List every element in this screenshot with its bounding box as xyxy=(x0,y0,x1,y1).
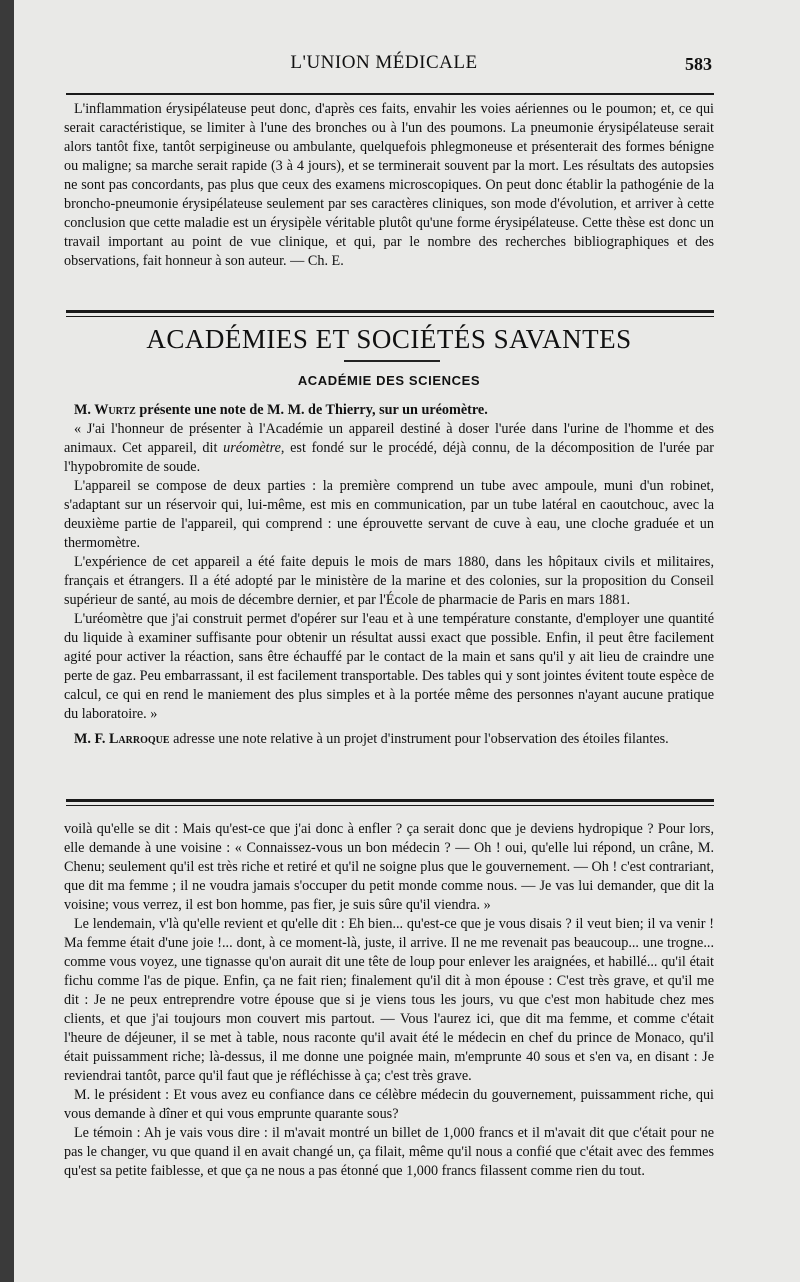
title-underline xyxy=(344,360,440,362)
academy-paragraph-2 xyxy=(64,420,714,477)
header-rule xyxy=(66,93,714,95)
academy-paragraph-6 xyxy=(64,730,714,749)
feuilleton-rule xyxy=(66,799,714,802)
speaker-name: M. Wurtz xyxy=(74,402,136,418)
section-rule-top-thin xyxy=(66,316,714,317)
feuilleton-paragraph-1: voilà qu'elle se dit : Mais qu'est-ce que j'ai donc à enfler ? ça serait donc que je deviens hydropique ? Pour lors, elle demande à une voisine : « Connaissez-vous un bon médecin ? — Oh ! oui, qu'elle lui répond, un crâne, M. Chenu; seulement qu'il est très riche et retiré et qu'il ne soigne plus que le gouvernement. — Oh ! c'est contrariant, que dit ma femme ; il ne voudra jamais s'occuper du petit monde comme nous. — Je vas lui demander, que dit la voisine; vous verrez, il est bon homme, pas fier, je suis sûre qu'il viendra. » xyxy=(64,821,714,913)
page-number: 583 xyxy=(685,54,712,74)
section-rule-top xyxy=(66,310,714,313)
feuilleton-paragraph-4: Le témoin : Ah je vais vous dire : il m'avait montré un billet de 1,000 francs et il m'avait dit que c'était pour ne pas le changer, vu que quand il en avait changé un, ça filait, même qu'il nous a confié que c'était avec des femmes qu'est sa petite faiblesse, et que ça ne nous a pas étonné que 1,000 francs filassent comme rien du tout. xyxy=(64,1125,714,1179)
academy-paragraph-4: L'expérience de cet appareil a été faite depuis le mois de mars 1880, dans les hôpitaux civils et militaires, français et étrangers. Il a été adopté par le ministère de la marine et des colonies, sur la proposition du Conseil supérieur de santé, au mois de décembre dernier, et par l'École de pharmacie de Paris en mars 1881. xyxy=(64,554,714,608)
feuilleton-paragraph-2: Le lendemain, v'là qu'elle revient et qu'elle dit : Eh bien... qu'est-ce que je vous disais ? il veut bien; il va venir ! Ma femme était d'une joie !... dont, à ce moment-là, juste, il arrive. Il ne me revenait pas beaucoup... une trogne... comme vous voyez, une tignasse qu'on aurait dit une tête de loup pour enlever les araignées, et habillé... qu'il était fichu comme l'as de pique. Enfin, ça ne fait rien; finalement qu'il dit à mon épouse : C'est très grave, et qu'il me dit : Je ne peux entreprendre votre épouse que si je viens tous les jours, vu que c'est mon habitude chez mes clients, et que j'ai toujours mon couvert mis partout. — Vous l'aurez ici, que dit ma femme, et comme c'était l'heure de déjeuner, il se met à table, nous raconte qu'il avait été le médecin en chef du prince de Monaco, qu'il était puissamment riche; là-dessus, il me donne une poignée main, m'emprunte 40 sous et s'en va, en disant : Je reviendrai tantôt, parce qu'il faut que je réfléchisse à ça; c'est très grave. xyxy=(64,916,714,1084)
academy-paragraph-3: L'appareil se compose de deux parties : la première comprend un tube avec ampoule, muni d'un robinet, s'adaptant sur un réservoir qui, lui-même, est mis en communication, par un tube latéral en caoutchouc, avec la deuxième partie de l'appareil, qui comprend : une éprouvette servant de cuve à eau, une cloche graduée et un thermomètre. xyxy=(64,478,714,551)
academy-paragraph-6-text: adresse une note relative à un projet d'instrument pour l'observation des étoiles filantes. xyxy=(169,731,669,747)
section-title: ACADÉMIES ET SOCIÉTÉS SAVANTES xyxy=(146,324,632,354)
feuilleton-paragraph-3: M. le président : Et vous avez eu confiance dans ce célèbre médecin du gouvernement, puissamment riche, qui vous demande à dîner et qui vous emprunte quarante sous? xyxy=(64,1087,714,1122)
academy-section xyxy=(64,401,714,749)
thesis-review xyxy=(64,100,714,271)
academy-paragraph-1-text: présente une note de M. M. de Thierry, sur un uréomètre. xyxy=(135,402,488,418)
academy-paragraph-5: L'uréomètre que j'ai construit permet d'opérer sur l'eau et à une température constante, d'employer une quantité du liquide à examiner suffisante pour obtenir un résultat aussi exact que possible. Enfin, il peut être facilement agité pour activer la réaction, sans être échauffé par le contact de la main et sans qu'il y ait lieu de craindre une perte de gaz. Peu embarrassant, il est facilement transportable. Des tables qui y sont jointes évitent toute espèce de calcul, ce qui en rend le maniement des plus simples et à la portée même des personnes n'ayant aucune pratique du laboratoire. » xyxy=(64,611,714,722)
page-header xyxy=(54,52,714,92)
academy-paragraph-1 xyxy=(64,401,714,420)
speaker-name-2: M. F. Larroque xyxy=(74,731,170,747)
document-page xyxy=(14,0,800,1282)
subsection-title: ACADÉMIE DES SCIENCES xyxy=(297,373,481,388)
academy-paragraph-2-text-b: , est fondé sur le procédé, déjà connu, de la décomposition de l'urée par l'hypobromite de soude. xyxy=(64,440,714,475)
academy-paragraph-2-text-a: « J'ai l'honneur de présenter à l'Académie un appareil destiné à doser l'urée dans l'urine de l'homme et des animaux. Cet appareil, dit xyxy=(64,421,714,456)
running-title: L'UNION MÉDICALE xyxy=(290,52,478,73)
feuilleton-section xyxy=(64,820,714,1181)
uremeter-term: uréomètre xyxy=(223,440,281,456)
feuilleton-rule-thin xyxy=(66,805,714,806)
review-paragraph: L'inflammation érysipélateuse peut donc, d'après ces faits, envahir les voies aériennes ou le poumon; et, ce qui serait caractéristique, se limiter à l'une des bronches ou à l'un des poumons. La pneumonie érysipélateuse serait alors tantôt fixe, tantôt serpigineuse ou ambulante, quelquefois phlegmoneuse et présenterait des formes bénigne ou maligne; sa marche serait rapide (3 à 4 jours), et se terminerait souvent par la mort. Les résultats des autopsies ne sont pas concordants, pas plus que ceux des examens microscopiques. On peut donc établir la pathogénie de la broncho-pneumonie érysipélateuse seulement par ses caractères cliniques, son mode d'évolution, et arriver à cette conclusion que cette maladie est un érysipèle véritable plutôt qu'une forme érysipélateuse. Cette thèse est donc un travail important au point de vue clinique, et qui, par le nombre des recherches bibliographiques et des observations, fait honneur à son auteur. — Ch. E. xyxy=(64,101,714,269)
